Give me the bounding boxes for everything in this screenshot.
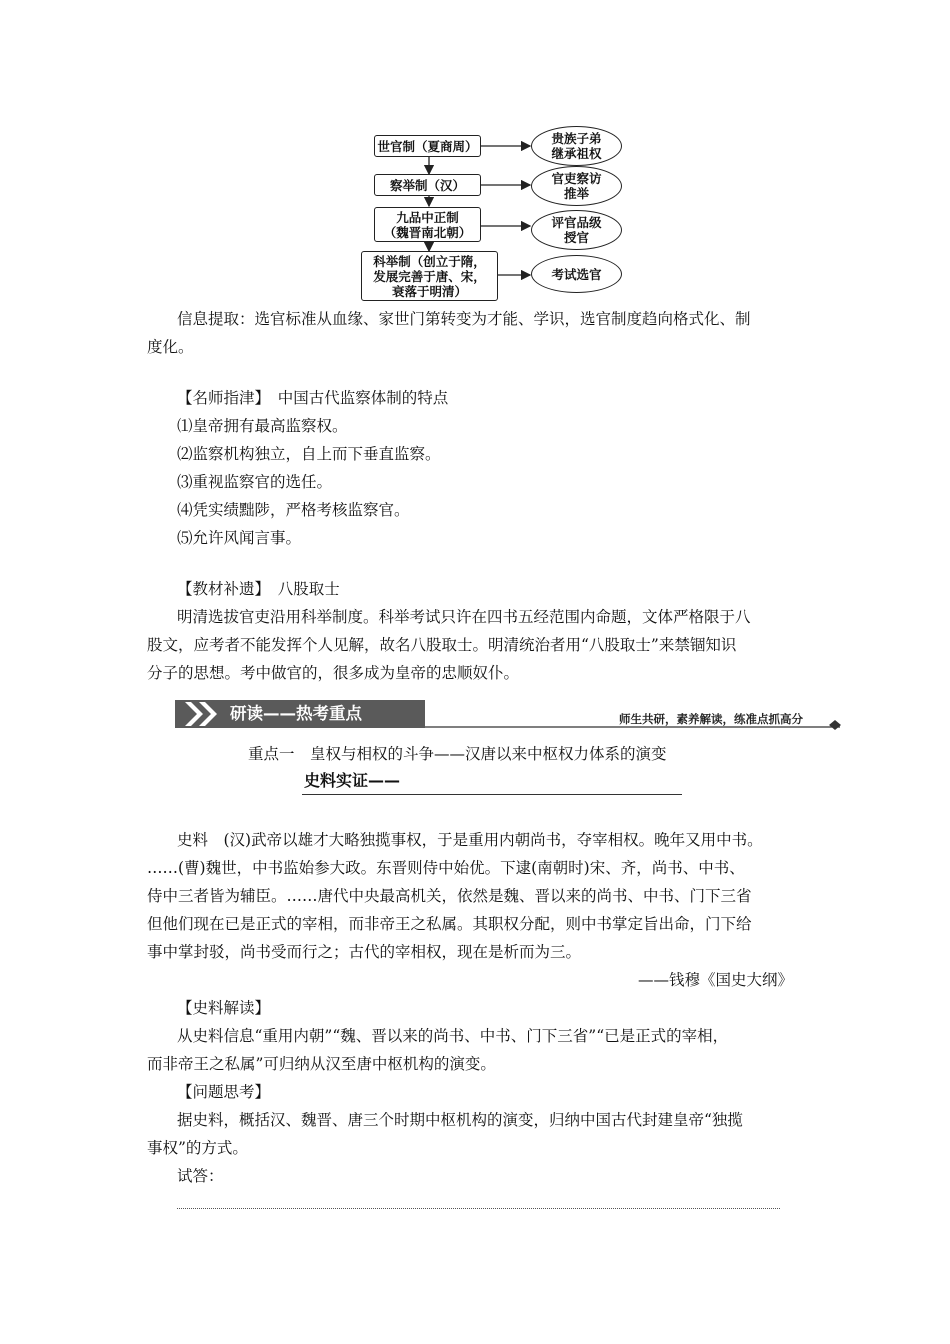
mingshi-heading: 【名师指津】 中国古代监察体制的特点 (177, 389, 449, 407)
answer-label: 试答： (177, 1167, 224, 1185)
flow-ellipse-label: 贵族子弟 继承祖权 (551, 131, 602, 161)
mingshi-item-4: ⑷凭实绩黜陟，严格考核监察官。 (177, 501, 410, 519)
jiedu-line-1: 从史料信息“重用内朝”“魏、晋以来的尚书、中书、门下三省”“已是正式的宰相， (177, 1027, 729, 1045)
flow-ellipse-4 (531, 255, 622, 293)
source-citation: ——钱穆《国史大纲》 (638, 971, 794, 989)
jiedu-heading: 【史料解读】 (177, 999, 271, 1017)
jiaocai-line-2: 股文，应考者不能发挥个人见解，故名八股取士。明清统治者用“八股取士”来禁锢知识 (147, 636, 737, 654)
source-line-1: 史料 (汉)武帝以雄才大略独揽事权，于是重用内朝尚书，夺宰相权。晚年又用中书。 (177, 831, 763, 849)
wenti-heading: 【问题思考】 (177, 1083, 271, 1101)
flow-box-label: 科举制（创立于隋， 发展完善于唐、宋， 衰落于明清） (373, 253, 486, 299)
flow-box-jiupin (374, 207, 481, 242)
jiaocai-line-3: 分子的思想。考中做官的，很多成为皇帝的忠顺奴仆。 (147, 664, 520, 682)
mingshi-item-2: ⑵监察机构独立，自上而下垂直监察。 (177, 445, 441, 463)
source-line-2: ……(曹)魏世，中书监始参大政。东晋则侍中始优。下逮(南朝时)宋、齐，尚书、中书、 (147, 859, 745, 877)
source-line-5: 事中掌封驳，尚书受而行之；古代的宰相权，现在是析而为三。 (147, 943, 582, 961)
flow-ellipse-3 (531, 210, 622, 250)
flow-box-label: 察举制（汉） (389, 177, 465, 193)
info-line-2: 度化。 (147, 338, 194, 356)
wenti-line-1: 据史料，概括汉、魏晋、唐三个时期中枢机构的演变，归纳中国古代封建皇帝“独揽 (177, 1111, 743, 1129)
flow-ellipse-2 (531, 166, 622, 206)
flow-ellipse-label: 考试选官 (551, 266, 602, 282)
flow-box-label: 世官制（夏商周） (377, 138, 478, 154)
flow-box-keju (361, 251, 498, 301)
flow-box-chaju (374, 174, 481, 196)
jiaocai-heading: 【教材补遗】 八股取士 (177, 580, 340, 598)
flow-box-label: 九品中正制 （魏晋南北朝） (383, 209, 472, 240)
answer-line[interactable] (177, 1208, 780, 1209)
flow-ellipse-1 (531, 126, 622, 166)
banner-right-text: 师生共研，素养解读，练准点抓高分 (619, 712, 803, 726)
mingshi-item-1: ⑴皇帝拥有最高监察权。 (177, 417, 348, 435)
focus-subtitle: 史料实证—— (304, 771, 401, 790)
jiaocai-line-1: 明清选拔官吏沿用科举制度。科举考试只许在四书五经范围内命题，文体严格限于八 (177, 608, 751, 626)
focus-title: 重点一 皇权与相权的斗争——汉唐以来中枢权力体系的演变 (248, 745, 667, 763)
flow-ellipse-label: 评官品级 授官 (551, 215, 602, 245)
mingshi-item-5: ⑸允许风闻言事。 (177, 529, 302, 547)
source-line-3: 侍中三者皆为辅臣。……唐代中央最高机关，依然是魏、晋以来的尚书、中书、门下三省 (147, 887, 752, 905)
flow-box-shiguan (374, 135, 481, 157)
focus-underline (302, 794, 682, 795)
info-line-1: 信息提取：选官标准从血缘、家世门第转变为才能、学识，选官制度趋向格式化、制 (177, 310, 751, 328)
mingshi-item-3: ⑶重视监察官的选任。 (177, 473, 333, 491)
wenti-line-2: 事权”的方式。 (147, 1139, 248, 1157)
banner-title: 研读——热考重点 (230, 704, 362, 723)
source-line-4: 但他们现在已是正式的宰相，而非帝王之私属。其职权分配，则中书掌定旨出命，门下给 (147, 915, 752, 933)
jiedu-line-2: 而非帝王之私属”可归纳从汉至唐中枢机构的演变。 (147, 1055, 496, 1073)
flow-ellipse-label: 官吏察访 推举 (551, 171, 602, 201)
